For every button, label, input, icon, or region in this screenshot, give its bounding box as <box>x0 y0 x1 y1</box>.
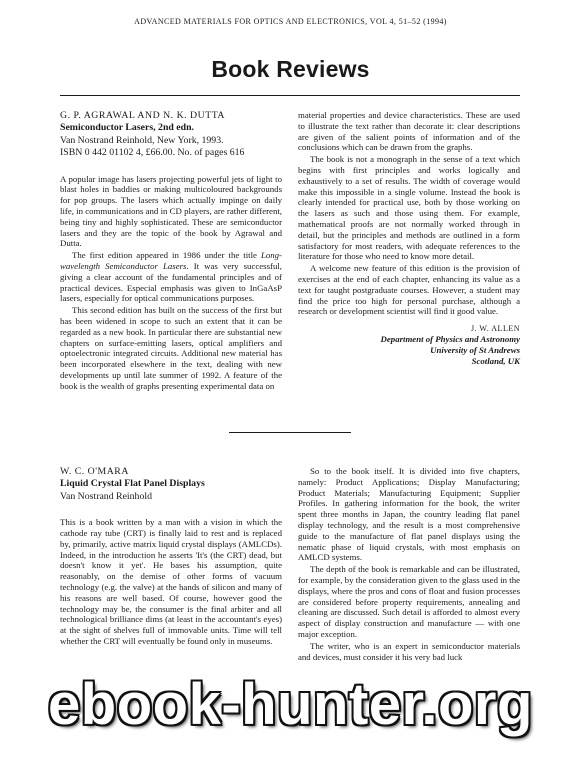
review1-paragraph: A welcome new feature of this edition is the provision of exercises at the end of each chapter, enhancing its value as a text for taught postgraduate courses. However, a student may find the price too high for personal purchase, although a research or development scientist will find it good value. <box>298 263 520 317</box>
review2-book-header <box>60 466 282 503</box>
title-rule <box>60 95 520 96</box>
reviewer-name: J. W. ALLEN <box>470 324 520 334</box>
running-head: ADVANCED MATERIALS FOR OPTICS AND ELECTRONICS, VOL 4, 51–52 (1994) <box>134 17 447 26</box>
review2-book-title: Liquid Crystal Flat Panel Displays <box>60 478 205 490</box>
review2-paragraph: This is a book written by a man with a vision in which the cathode ray tube (CRT) is finally laid to rest and is replaced by, primarily, active matrix liquid crystal displays (AMLCDs). Indeed, in the introduction he asserts 'It's (the CRT) dead, but doesn't know it yet'. He bases his assumption, quite reasonably, on the demise of other forms of vacuum technology (e.g. the valve) at the hands of silicon and many of his reasons are well based. Of course, however good the technology may be, the consumer is the final arbiter and all technological brilliance dims (at least in the accountant's eyes) at the sight of shelves full of immovable units. Time will tell whether the CRT will eventually be found only in museums. <box>60 517 282 646</box>
review1-publisher: Van Nostrand Reinhold, New York, 1993. <box>60 134 224 146</box>
review1-book-title: Semiconductor Lasers, 2nd edn. <box>60 122 194 134</box>
review1-isbn: ISBN 0 442 01102 4, £66.00. No. of pages 616 <box>60 147 245 159</box>
review1-authors: G. P. AGRAWAL AND N. K. DUTTA <box>60 110 225 121</box>
review2-right-column <box>298 466 520 662</box>
review2-publisher: Van Nostrand Reinhold <box>60 490 152 502</box>
review2-left-column <box>60 466 282 647</box>
review1-paragraph: material properties and device characteristics. These are used to illustrate the text rather than decorate it: clear descriptions are given of the salient points of information and of the conclusions which can be drawn from the graphs. <box>298 110 520 153</box>
review1-paragraph: This second edition has built on the success of the first but has been widened in scope to such an extent that it can be regarded as a new book. In particular there are substantial new chapters on surface-emitting lasers, optical amplifiers and optoelectronic integrated circuits. Additional new material has been incorporated elsewhere in the text, dealing with new developments up until late summer of 1992. A feature of the book is the wealth of graphs presenting experimental data on <box>60 305 282 391</box>
review1-left-column <box>60 110 282 392</box>
review2-paragraph: The writer, who is an expert in semiconductor materials and devices, must consider it his very bad luck <box>298 640 520 662</box>
review1-paragraph: The first edition appeared in 1986 under the title Long-wavelength Semiconductor Lasers. It was very successful, giving a clear account of the fundamental principles and of practical devices. Especial emphasis was given to InGaAsP lasers, especially for optical communications purposes. <box>60 250 282 304</box>
review2-paragraph: So to the book itself. It is divided into five chapters, namely: Product Applications; Display Manufacturing; Product Materials; Manufacturing Equipment; Supplier Profiles. In gathering information for the book, the writer spent three months in Japan, the country leading flat panel display technology, and the result is a most comprehensive guide to the manufacture of flat panel displays using the nematic phase of liquid crystals, with most emphasis on AMLCD systems. <box>298 466 520 563</box>
watermark: ebook-hunter.org <box>48 672 533 737</box>
reviewer-affiliation: Department of Physics and Astronomy <box>380 334 520 345</box>
review2-authors: W. C. O'MARA <box>60 466 129 477</box>
review1-signature <box>298 323 520 367</box>
section-title: Book Reviews <box>211 56 370 82</box>
reviewer-affiliation: University of St Andrews <box>430 345 520 356</box>
review1-book-header <box>60 110 282 160</box>
review2-paragraph: The depth of the book is remarkable and can be illustrated, for example, by the consideration given to the glass used in the displays, where the pros and cons of float and fusion processes are considered before property requirements, annealing and cleaning are discussed. Such detail is afforded to almost every aspect of display construction and manufacture — with one major exception. <box>298 564 520 639</box>
review1-paragraph: A popular image has lasers projecting powerful jets of light to blast holes in baddies or making multicoloured backgrounds for pop groups. The lasers which actually impinge on daily life, in communications and in CD players, are rather different, being tiny and highly sophisticated. These are semiconductor lasers and they are the topic of the book by Agrawal and Dutta. <box>60 173 282 249</box>
review1-right-column <box>298 110 520 367</box>
reviewer-affiliation: Scotland, UK <box>471 356 520 367</box>
review1-paragraph: The book is not a monograph in the sense of a text which begins with first principles and works logically and exhaustively to a set of results. The width of coverage would make this impossible in a single volume. Instead the book is clearly intended for practical use, both by those working on the lasers as such and those using them. For example, mathematical proofs are not normally worked through in detail, but the principles and methods are outlined in a form satisfactory for most readers, with adequate references to the literature for those who need to know more detail. <box>298 154 520 262</box>
review-separator <box>229 432 351 433</box>
